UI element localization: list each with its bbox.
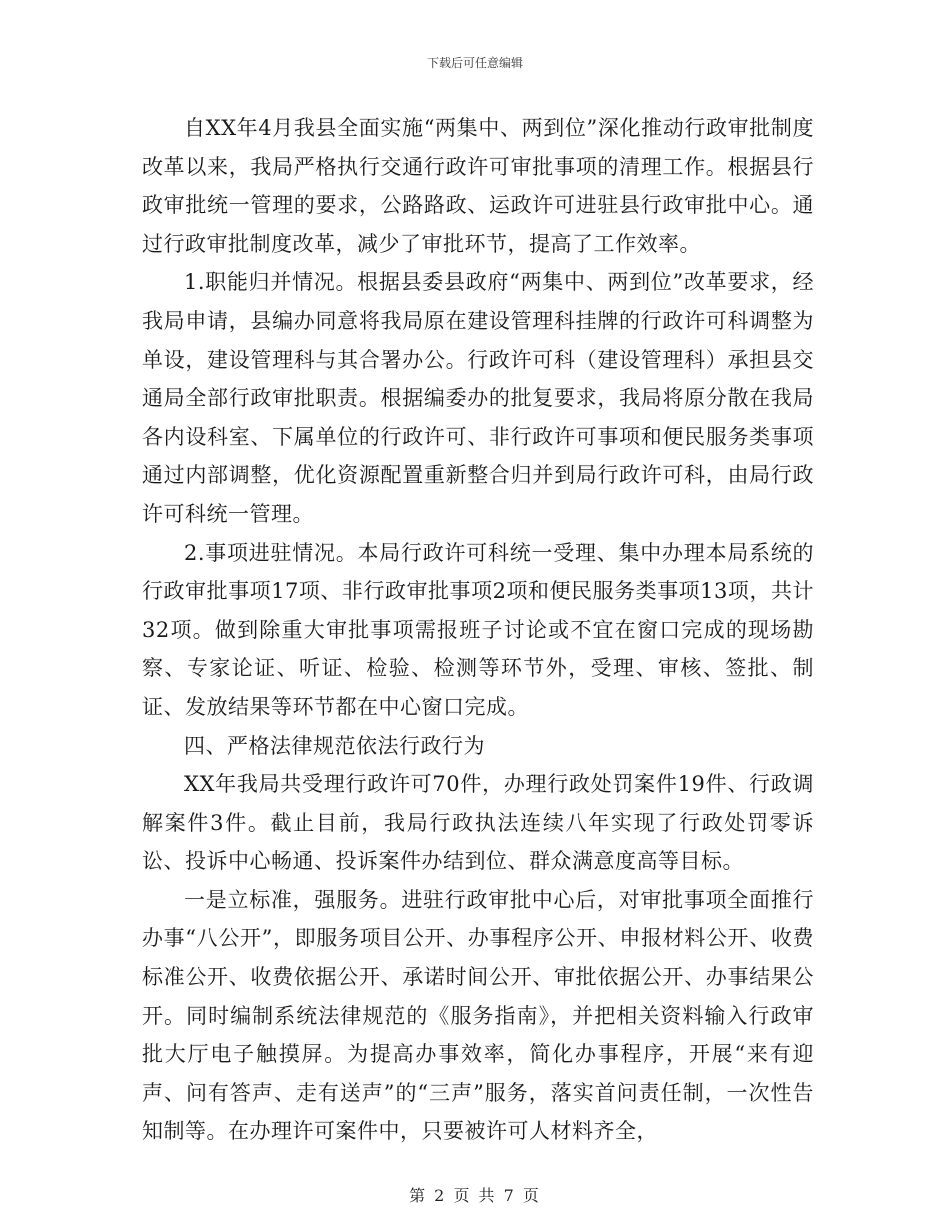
paragraph-statistics: XX年我局共受理行政许可70件，办理行政处罚案件19件、行政调解案件3件。截止目前，我局行政执法连续八年实现了行政处罚零诉讼、投诉中心畅通、投诉案件办结到位、群众满意度高等目标。 — [142, 772, 814, 874]
page-number: 第 2 页 共 7 页 — [409, 1186, 541, 1205]
paragraph-standards-service: 一是立标准，强服务。进驻行政审批中心后，对审批事项全面推行办事“八公开”，即服务项目公开、办事程序公开、申报材料公开、收费标准公开、收费依据公开、承诺时间公开、审批依据公开、办事结果公开。同时编制系统法律规范的《服务指南》，并把相关资料输入行政审批大厅电子触摸屏。为提高办事效率，简化办事程序，开展“来有迎声、问有答声、走有送声”的“三声”服务，落实首问责任制，一次性告知制等。在办理许可案件中，只要被许可人材料齐全， — [142, 887, 814, 1144]
document-body — [142, 109, 814, 1151]
paragraph-intro: 自XX年4月我县全面实施“两集中、两到位”深化推动行政审批制度改革以来，我局严格执行交通行政许可审批事项的清理工作。根据县行政审批统一管理的要求，公路路政、运政许可进驻县行政审批中心。通过行政审批制度改革，减少了审批环节，提高了工作效率。 — [142, 116, 814, 256]
paragraph-item-entry: 2.事项进驻情况。本局行政许可科统一受理、集中办理本局系统的行政审批事项17项、非行政审批事项2项和便民服务类事项13项，共计32项。做到除重大审批事项需报班子讨论或不宜在窗口完成的现场勘察、专家论证、听证、检验、检测等环节外，受理、审核、签批、制证、发放结果等环节都在中心窗口完成。 — [142, 540, 814, 719]
paragraph-function-merge: 1.职能归并情况。根据县委县政府“两集中、两到位”改革要求，经我局申请，县编办同意将我局原在建设管理科挂牌的行政许可科调整为单设，建设管理科与其合署办公。行政许可科（建设管理科）承担县交通局全部行政审批职责。根据编委办的批复要求，我局将原分散在我局各内设科室、下属单位的行政许可、非行政许可事项和便民服务类事项通过内部调整，优化资源配置重新整合归并到局行政许可科，由局行政许可科统一管理。 — [142, 270, 814, 526]
section-heading: 四、严格法律规范依法行政行为 — [184, 733, 485, 758]
page-header: 下载后可任意编辑 — [426, 56, 523, 70]
